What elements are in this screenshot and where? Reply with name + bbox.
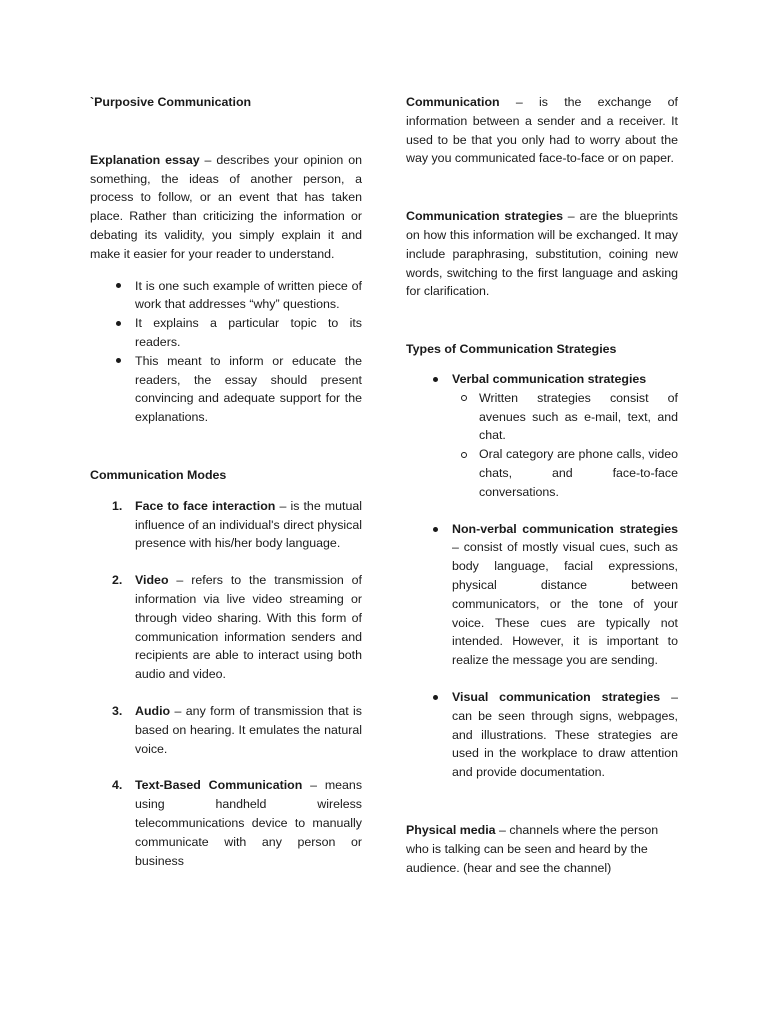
communication-strategies-term: Communication strategies [406, 209, 563, 224]
list-item-visual [452, 688, 678, 782]
list-item [112, 776, 363, 870]
mode-term: Face to face interaction [135, 498, 276, 513]
verbal-term: Verbal communication strategies [452, 371, 647, 386]
visual-term: Visual communication strategies [452, 689, 661, 704]
mode-text: – refers to the transmission of information via live video streaming or through video sharing. With this form of communication information senders and recipients are able to interact using both audio and video. [135, 573, 362, 682]
explanation-bullet-list [135, 277, 362, 427]
nonverbal-term: Non-verbal communication strategies [452, 521, 678, 536]
types-heading: Types of Communication Strategies [406, 342, 617, 357]
physical-media-text: – channels where the person who is talking can be seen and heard by the audience. (hear and see the channel) [406, 822, 659, 875]
left-column [90, 93, 362, 870]
physical-media-term: Physical media [406, 822, 496, 837]
list-item [112, 571, 362, 684]
explanation-essay-paragraph [90, 151, 362, 264]
communication-strategies-paragraph [406, 207, 678, 301]
list-number: 1. [112, 498, 123, 513]
visual-text: – can be seen through signs, webpages, and illustrations. These strategies are used in the workplace to draw attention and provide documentation. [452, 689, 679, 780]
list-item [112, 702, 362, 758]
list-item: This meant to inform or educate the readers, the essay should present convincing and adequate support for the explanations. [135, 352, 362, 427]
list-item: It is one such example of written piece of work that addresses “why” questions. [135, 277, 362, 315]
communication-modes-list [112, 497, 363, 871]
list-item-nonverbal [452, 520, 678, 670]
explanation-essay-term: Explanation essay [90, 152, 200, 167]
communication-paragraph [406, 93, 678, 168]
communication-term: Communication [406, 95, 500, 109]
right-column [406, 93, 678, 877]
communication-text: – is the exchange of information between a sender and a receiver. It used to be that you only had to worry about the way you communicated face-to-face or on paper. [406, 95, 678, 166]
list-item: Oral category are phone calls, video chats, and face-to-face conversations. [479, 445, 678, 501]
communication-modes-heading: Communication Modes [90, 467, 227, 482]
strategy-types-list [452, 370, 678, 782]
mode-term: Video [135, 573, 169, 588]
list-number: 3. [112, 703, 123, 718]
page-title: `Purposive Communication [90, 95, 252, 109]
list-number: 2. [112, 573, 123, 588]
list-number: 4. [112, 778, 123, 793]
mode-text: – means using handheld wireless telecommunications device to manually communicate with any person or business [135, 778, 363, 868]
physical-media-paragraph [406, 821, 678, 877]
mode-text: – any form of transmission that is based on hearing. It emulates the natural voice. [135, 703, 362, 756]
explanation-essay-text: – describes your opinion on something, the ideas of another person, a process to follow, or an event that has taken place. Rather than criticizing the information or debating its validity, you simply explain it and make it easier for your reader to understand. [90, 152, 362, 261]
list-item: It explains a particular topic to its readers. [135, 314, 362, 352]
mode-text: – is the mutual influence of an individual's direct physical presence with his/her body language. [135, 498, 362, 551]
list-item [112, 497, 362, 553]
mode-term: Text-Based Communication [135, 778, 303, 793]
communication-strategies-text: – are the blueprints on how this information will be exchanged. It may include paraphrasing, substitution, coining new words, switching to the first language and asking for clarification. [406, 209, 678, 299]
nonverbal-text: – consist of mostly visual cues, such as body language, facial expressions, physical distance between communicators, or the tone of your voice. These cues are typically not intended. However, it is important to realize the message you are sending. [452, 540, 678, 668]
verbal-sub-list [479, 389, 678, 502]
list-item: Written strategies consist of avenues such as e-mail, text, and chat. [479, 389, 678, 445]
list-item-verbal [452, 370, 678, 502]
mode-term: Audio [135, 703, 171, 718]
